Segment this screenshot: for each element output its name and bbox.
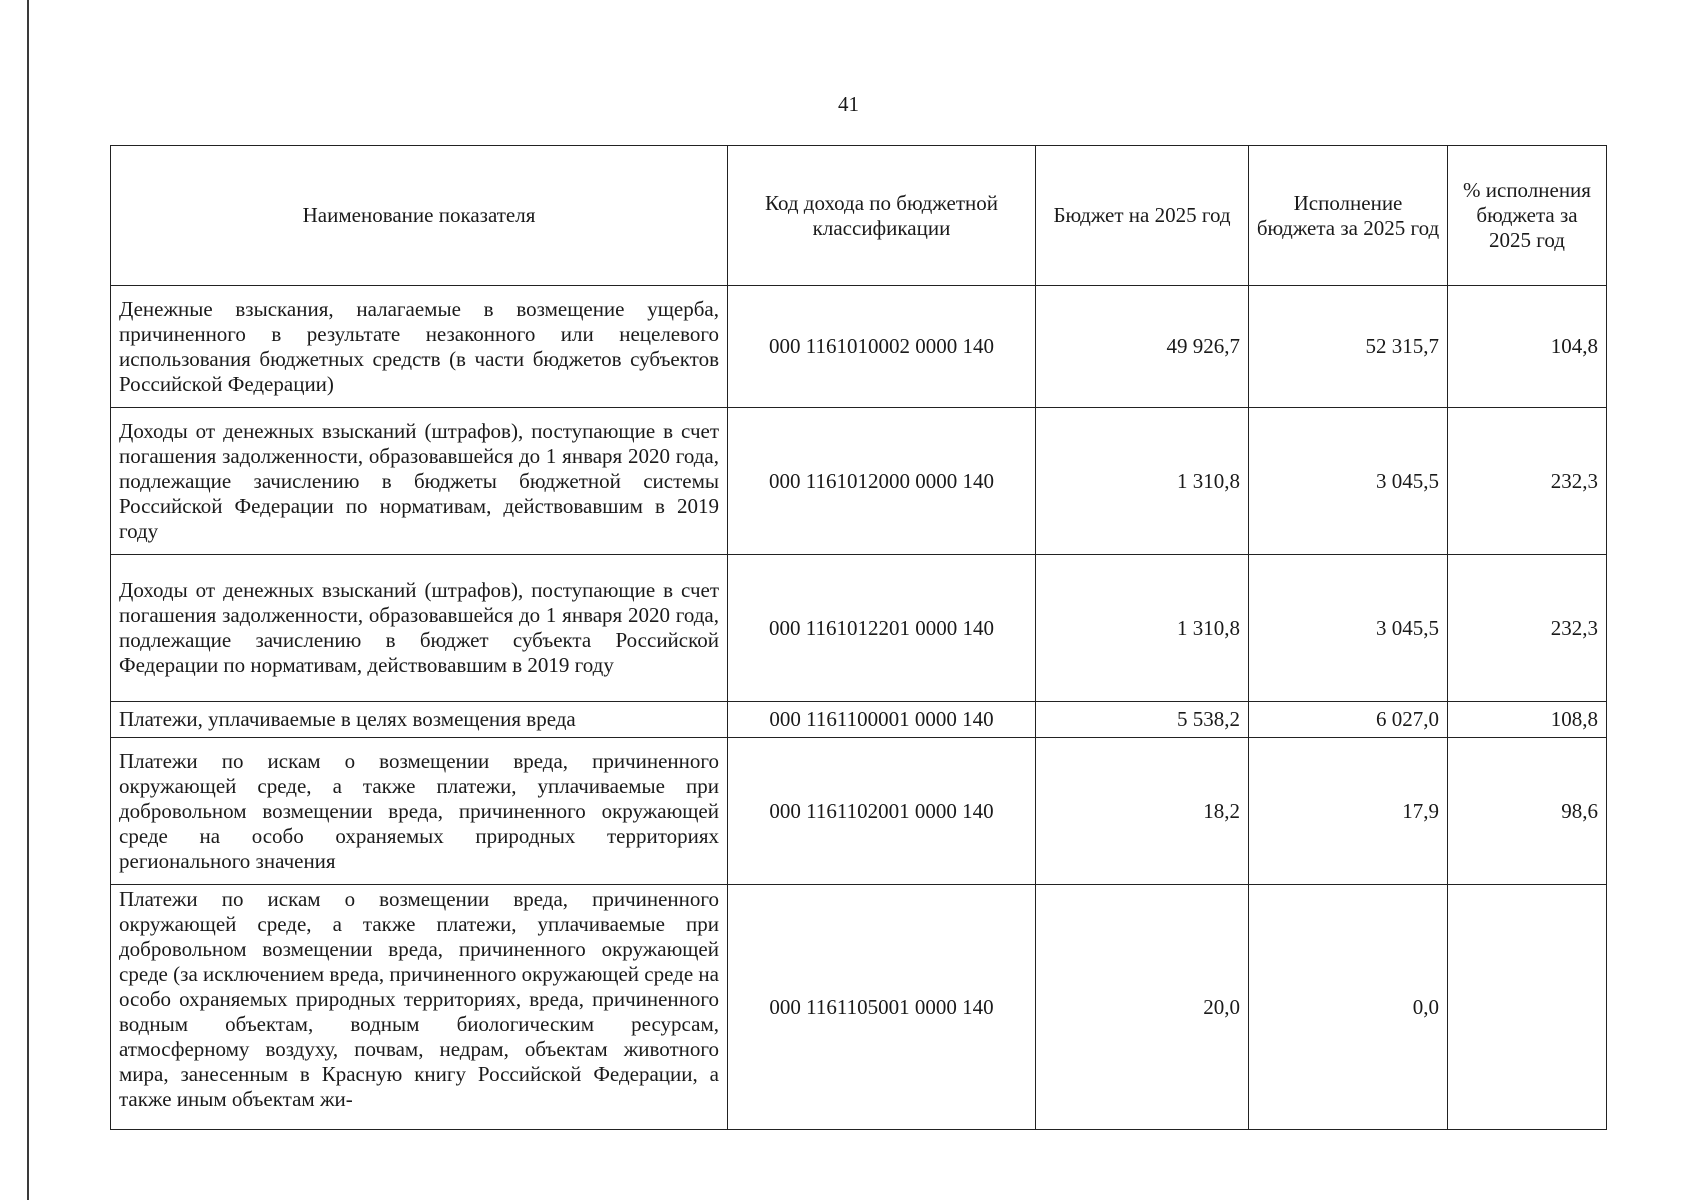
cell-budget: 5 538,2 bbox=[1036, 702, 1249, 738]
cell-code: 000 1161105001 0000 140 bbox=[728, 885, 1036, 1130]
cell-name: Платежи по искам о возмещении вреда, причиненного окружающей среде, а также платежи, уплачиваемые при добровольном возмещении вреда, причиненного окружающей среде на особо охраняемых природных территориях регионального значения bbox=[111, 738, 728, 885]
cell-code: 000 1161010002 0000 140 bbox=[728, 286, 1036, 408]
cell-execution: 6 027,0 bbox=[1249, 702, 1448, 738]
header-code: Код дохода по бюджетной классификации bbox=[728, 146, 1036, 286]
cell-budget: 20,0 bbox=[1036, 885, 1249, 1130]
cell-code: 000 1161100001 0000 140 bbox=[728, 702, 1036, 738]
cell-code: 000 1161012000 0000 140 bbox=[728, 408, 1036, 555]
table-row bbox=[111, 702, 1607, 738]
page-number: 41 bbox=[838, 92, 859, 116]
header-execution: Исполнение бюджета за 2025 год bbox=[1249, 146, 1448, 286]
binding-margin-line bbox=[27, 0, 29, 1200]
cell-execution: 3 045,5 bbox=[1249, 408, 1448, 555]
cell-percent bbox=[1448, 885, 1607, 1130]
cell-name: Платежи по искам о возмещении вреда, причиненного окружающей среде, а также платежи, уплачиваемые при добровольном возмещении вреда, причиненного окружающей среде (за исключением вреда, причиненного окружающей среде на особо охраняемых природных территориях, вреда, причиненного водным объектам, водным биологическим ресурсам, атмосферному воздуху, почвам, недрам, объектам животного мира, занесенным в Красную книгу Российской Федерации, а также иным объектам жи- bbox=[111, 885, 728, 1130]
header-percent: % исполнения бюджета за 2025 год bbox=[1448, 146, 1607, 286]
cell-percent: 108,8 bbox=[1448, 702, 1607, 738]
cell-execution: 0,0 bbox=[1249, 885, 1448, 1130]
table-row bbox=[111, 286, 1607, 408]
cell-name: Доходы от денежных взысканий (штрафов), поступающие в счет погашения задолженности, образовавшейся до 1 января 2020 года, подлежащие зачислению в бюджет субъекта Российской Федерации по нормативам, действовавшим в 2019 году bbox=[111, 555, 728, 702]
cell-budget: 1 310,8 bbox=[1036, 408, 1249, 555]
budget-income-table bbox=[110, 145, 1607, 1130]
cell-code: 000 1161012201 0000 140 bbox=[728, 555, 1036, 702]
cell-budget: 49 926,7 bbox=[1036, 286, 1249, 408]
table-row bbox=[111, 885, 1607, 1130]
table-row bbox=[111, 408, 1607, 555]
cell-percent: 104,8 bbox=[1448, 286, 1607, 408]
cell-execution: 17,9 bbox=[1249, 738, 1448, 885]
cell-execution: 52 315,7 bbox=[1249, 286, 1448, 408]
cell-percent: 98,6 bbox=[1448, 738, 1607, 885]
table-row bbox=[111, 555, 1607, 702]
cell-code: 000 1161102001 0000 140 bbox=[728, 738, 1036, 885]
cell-budget: 18,2 bbox=[1036, 738, 1249, 885]
cell-name: Денежные взыскания, налагаемые в возмещение ущерба, причиненного в результате незаконного или нецелевого использования бюджетных средств (в части бюджетов субъектов Российской Федерации) bbox=[111, 286, 728, 408]
cell-name: Платежи, уплачиваемые в целях возмещения вреда bbox=[111, 702, 728, 738]
cell-name: Доходы от денежных взысканий (штрафов), поступающие в счет погашения задолженности, образовавшейся до 1 января 2020 года, подлежащие зачислению в бюджеты бюджетной системы Российской Федерации по нормативам, действовавшим в 2019 году bbox=[111, 408, 728, 555]
table-header-row bbox=[111, 146, 1607, 286]
cell-percent: 232,3 bbox=[1448, 555, 1607, 702]
cell-execution: 3 045,5 bbox=[1249, 555, 1448, 702]
header-name: Наименование показателя bbox=[111, 146, 728, 286]
table-row bbox=[111, 738, 1607, 885]
header-budget: Бюджет на 2025 год bbox=[1036, 146, 1249, 286]
cell-percent: 232,3 bbox=[1448, 408, 1607, 555]
cell-budget: 1 310,8 bbox=[1036, 555, 1249, 702]
